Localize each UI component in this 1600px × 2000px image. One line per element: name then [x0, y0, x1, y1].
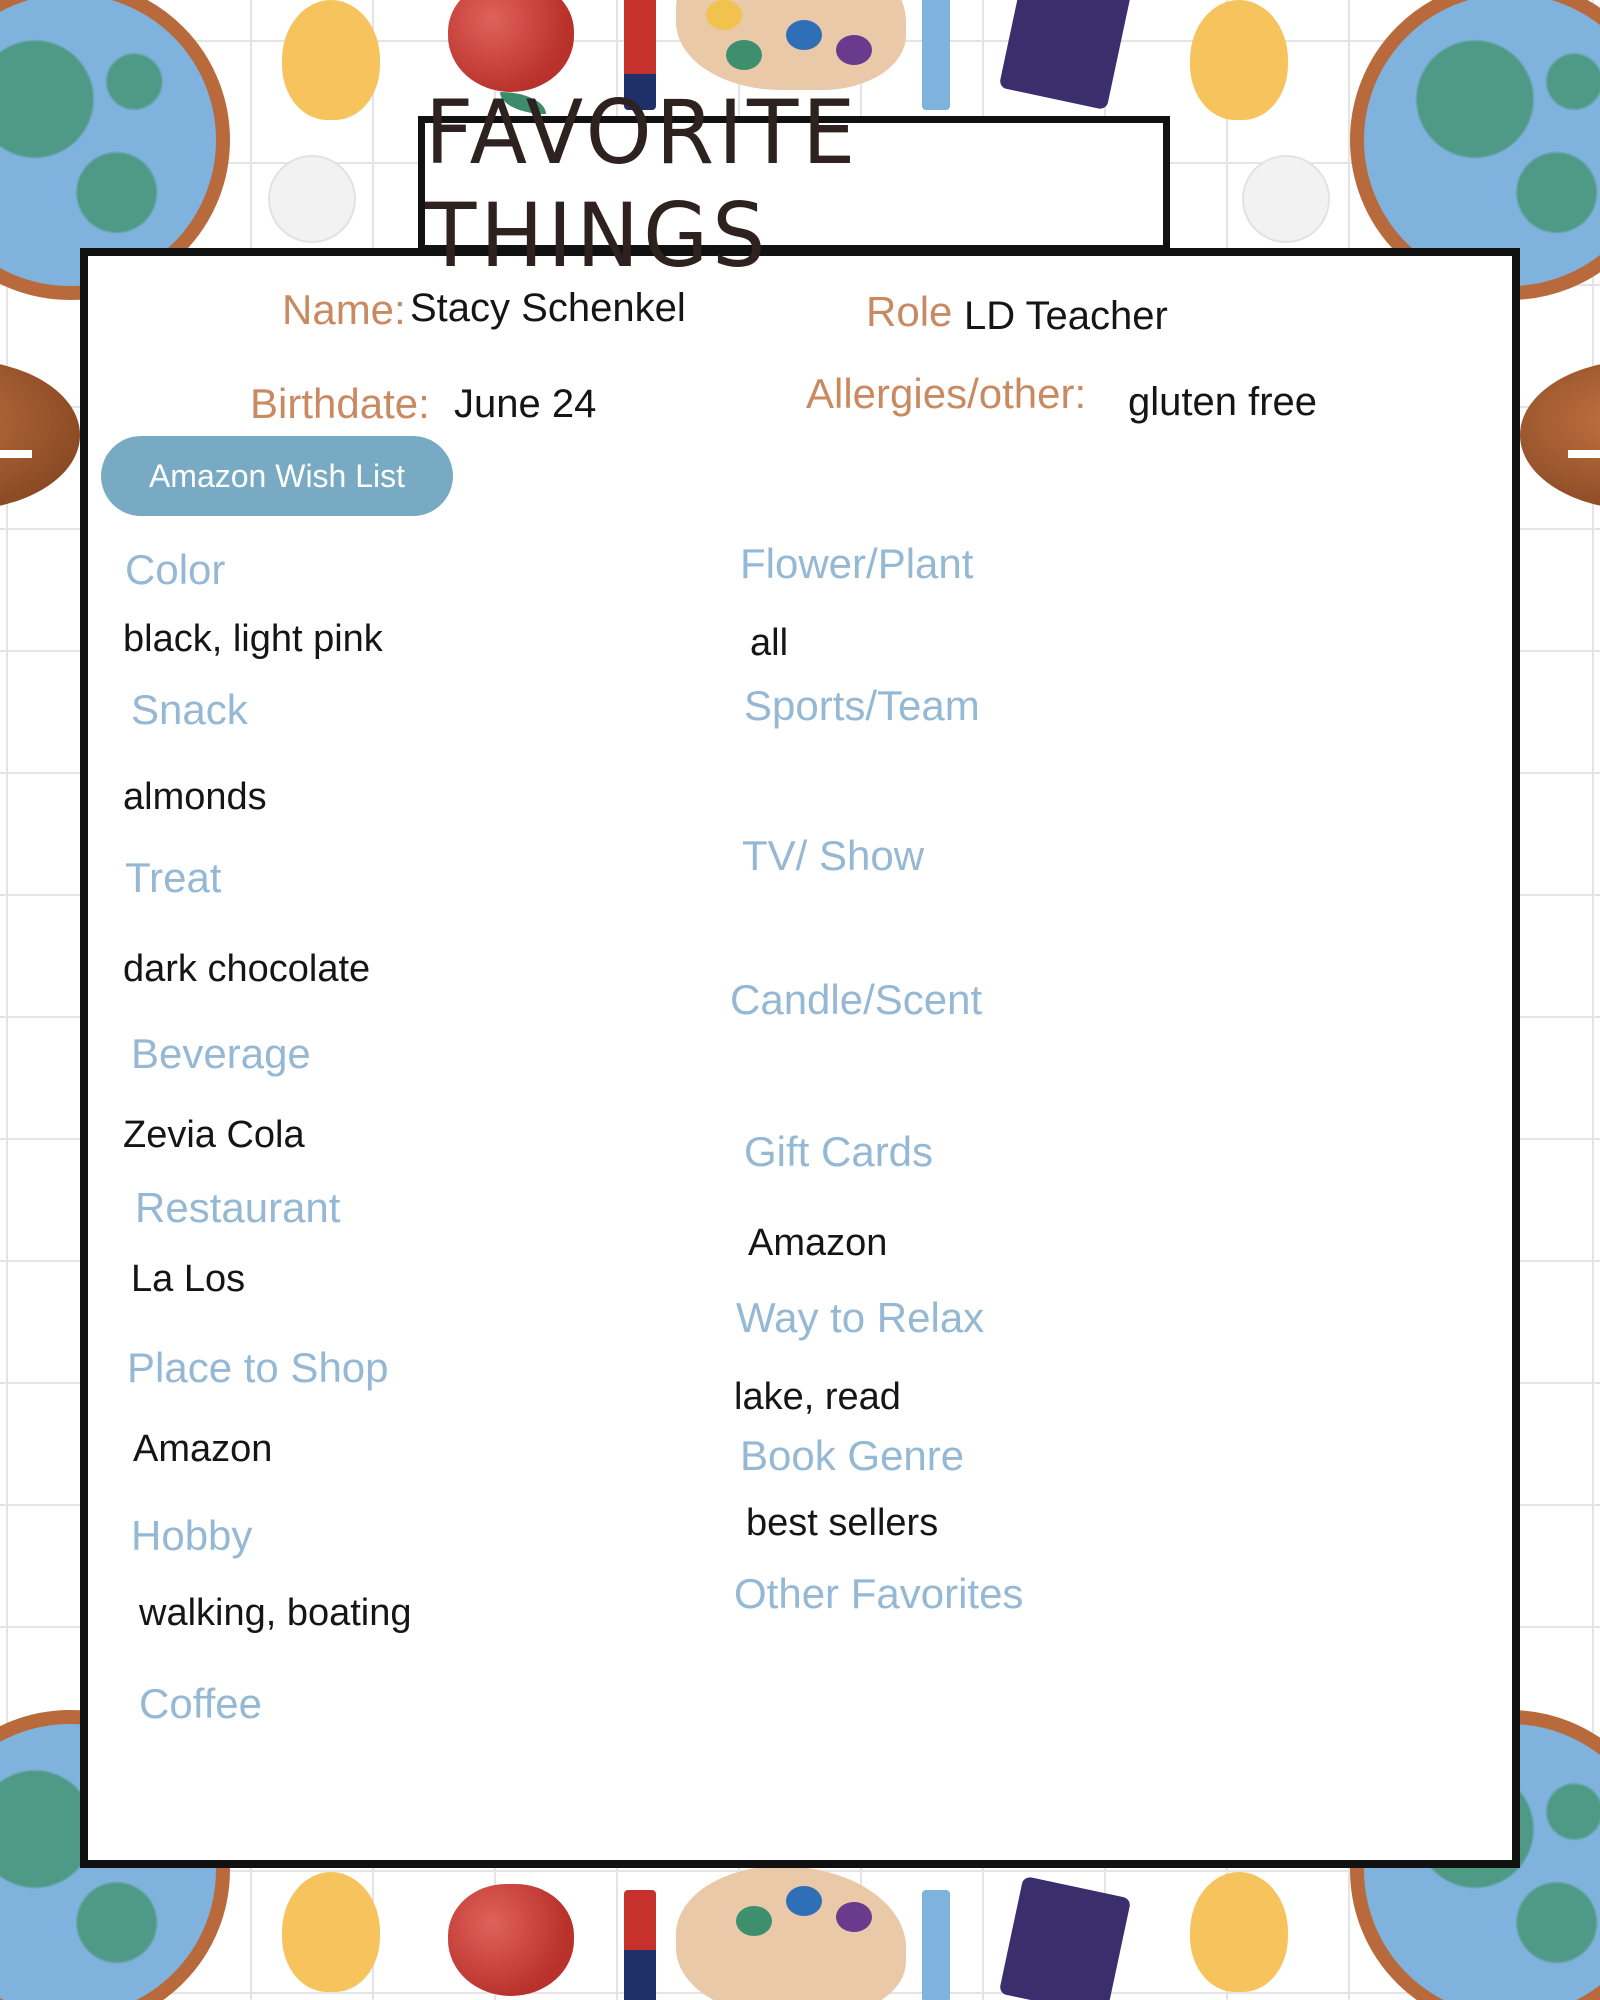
role-value: LD Teacher	[964, 294, 1168, 338]
pencil-icon	[624, 1890, 656, 2000]
allergies-label: Allergies/other:	[806, 370, 1087, 417]
calculator-icon	[999, 1876, 1132, 2000]
field-value-way-to-relax: lake, read	[734, 1376, 901, 1418]
apple-icon	[448, 0, 574, 92]
field-label-sports-team: Sports/Team	[744, 682, 980, 729]
lightbulb-icon	[1190, 1872, 1288, 1992]
field-label-tv-show: TV/ Show	[742, 832, 925, 879]
field-label-color: Color	[125, 546, 226, 593]
paint-palette-icon	[676, 0, 906, 90]
name-value: Stacy Schenkel	[410, 286, 686, 330]
birthdate-label: Birthdate:	[250, 380, 430, 427]
baseball-icon	[1242, 155, 1330, 243]
field-label-flower-plant: Flower/Plant	[740, 540, 974, 587]
pencil-icon	[922, 1890, 950, 2000]
field-value-beverage: Zevia Cola	[123, 1114, 305, 1156]
football-icon	[0, 360, 80, 510]
field-value-color: black, light pink	[123, 618, 383, 660]
field-label-treat: Treat	[125, 854, 222, 901]
name-label: Name:	[282, 286, 406, 333]
amazon-wish-list-button[interactable]: Amazon Wish List	[101, 436, 453, 516]
field-label-book-genre: Book Genre	[740, 1432, 965, 1479]
field-label-other-favorites: Other Favorites	[734, 1570, 1024, 1617]
lightbulb-icon	[1190, 0, 1288, 120]
field-label-candle-scent: Candle/Scent	[730, 976, 983, 1023]
paint-palette-icon	[676, 1866, 906, 2000]
field-label-beverage: Beverage	[131, 1030, 311, 1077]
lightbulb-icon	[282, 1872, 380, 1992]
football-icon	[1520, 360, 1600, 510]
field-label-snack: Snack	[131, 686, 248, 733]
field-label-way-to-relax: Way to Relax	[736, 1294, 985, 1341]
baseball-icon	[268, 155, 356, 243]
role-label: Role	[866, 288, 953, 335]
field-value-snack: almonds	[123, 776, 267, 818]
field-label-place-to-shop: Place to Shop	[127, 1344, 389, 1391]
allergies-value: gluten free	[1128, 380, 1318, 424]
field-label-restaurant: Restaurant	[135, 1184, 341, 1231]
title-banner	[418, 81, 1170, 287]
field-value-book-genre: best sellers	[746, 1502, 939, 1544]
field-label-gift-cards: Gift Cards	[744, 1128, 934, 1175]
field-label-hobby: Hobby	[131, 1512, 253, 1559]
apple-icon	[448, 1884, 574, 1996]
birthdate-value: June 24	[454, 382, 597, 426]
field-value-gift-cards: Amazon	[748, 1222, 888, 1264]
page-title: FAVORITE THINGS	[425, 81, 860, 287]
field-value-restaurant: La Los	[131, 1258, 246, 1300]
field-value-hobby: walking, boating	[139, 1592, 412, 1634]
field-value-treat: dark chocolate	[123, 948, 371, 990]
field-value-flower-plant: all	[750, 622, 789, 664]
field-label-coffee: Coffee	[139, 1680, 262, 1727]
field-value-place-to-shop: Amazon	[133, 1428, 273, 1470]
lightbulb-icon	[282, 0, 380, 120]
